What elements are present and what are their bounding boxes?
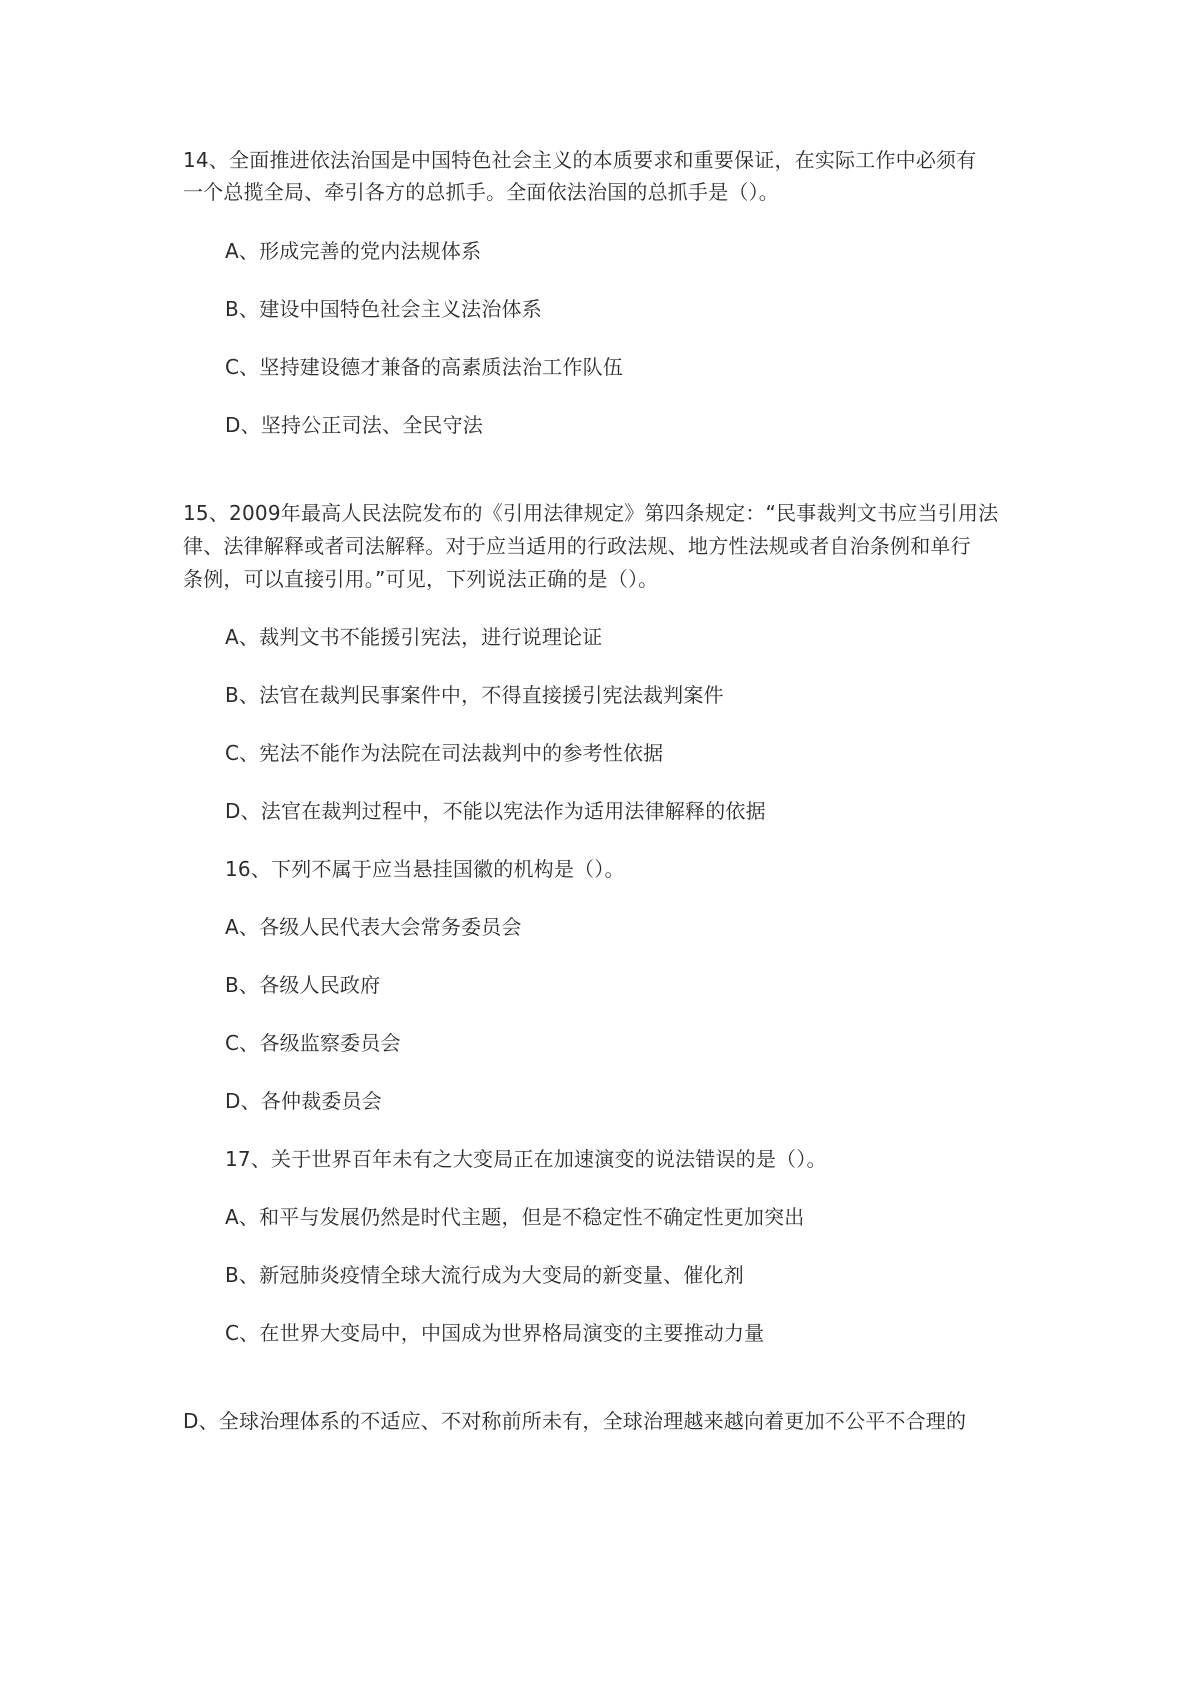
- question-16-option-b: B、各级人民政府: [225, 973, 381, 997]
- question-15-option-b: B、法官在裁判民事案件中，不得直接援引宪法裁判案件: [225, 683, 724, 707]
- question-15-stem-line-3: 条例，可以直接引用。”可见，下列说法正确的是（）。: [183, 567, 659, 591]
- question-14-option-a: A、形成完善的党内法规体系: [225, 239, 482, 263]
- question-17-stem: 17、关于世界百年未有之大变局正在加速演变的说法错误的是（）。: [225, 1147, 827, 1171]
- question-15-stem-line-2: 律、法律解释或者司法解释。对于应当适用的行政法规、地方性法规或者自治条例和单行: [183, 534, 971, 558]
- question-16-option-c: C、各级监察委员会: [225, 1031, 401, 1055]
- question-16-option-a: A、各级人民代表大会常务委员会: [225, 915, 522, 939]
- question-15-option-a: A、裁判文书不能援引宪法，进行说理论证: [225, 625, 603, 649]
- question-17-option-d: D、全球治理体系的不适应、不对称前所未有，全球治理越来越向着更加不公平不合理的: [183, 1409, 967, 1433]
- question-14-option-d: D、坚持公正司法、全民守法: [225, 413, 484, 437]
- question-17-option-a: A、和平与发展仍然是时代主题，但是不稳定性不确定性更加突出: [225, 1205, 805, 1229]
- question-14-stem-line-2: 一个总揽全局、牵引各方的总抓手。全面依法治国的总抓手是（）。: [183, 180, 779, 204]
- question-14-stem-line-1: 14、全面推进依法治国是中国特色社会主义的本质要求和重要保证，在实际工作中必须有: [183, 148, 977, 172]
- question-14-option-c: C、坚持建设德才兼备的高素质法治工作队伍: [225, 355, 623, 379]
- question-16-stem: 16、下列不属于应当悬挂国徽的机构是（）。: [225, 857, 625, 881]
- question-14-option-b: B、建设中国特色社会主义法治体系: [225, 297, 542, 321]
- question-15-stem-line-1: 15、2009年最高人民法院发布的《引用法律规定》第四条规定：“民事裁判文书应当引用法: [183, 501, 999, 525]
- question-15-option-c: C、宪法不能作为法院在司法裁判中的参考性依据: [225, 741, 664, 765]
- question-17-option-b: B、新冠肺炎疫情全球大流行成为大变局的新变量、催化剂: [225, 1263, 744, 1287]
- question-17-option-c: C、在世界大变局中，中国成为世界格局演变的主要推动力量: [225, 1321, 765, 1345]
- question-16-option-d: D、各仲裁委员会: [225, 1089, 383, 1113]
- question-15-option-d: D、法官在裁判过程中，不能以宪法作为适用法律解释的依据: [225, 799, 766, 823]
